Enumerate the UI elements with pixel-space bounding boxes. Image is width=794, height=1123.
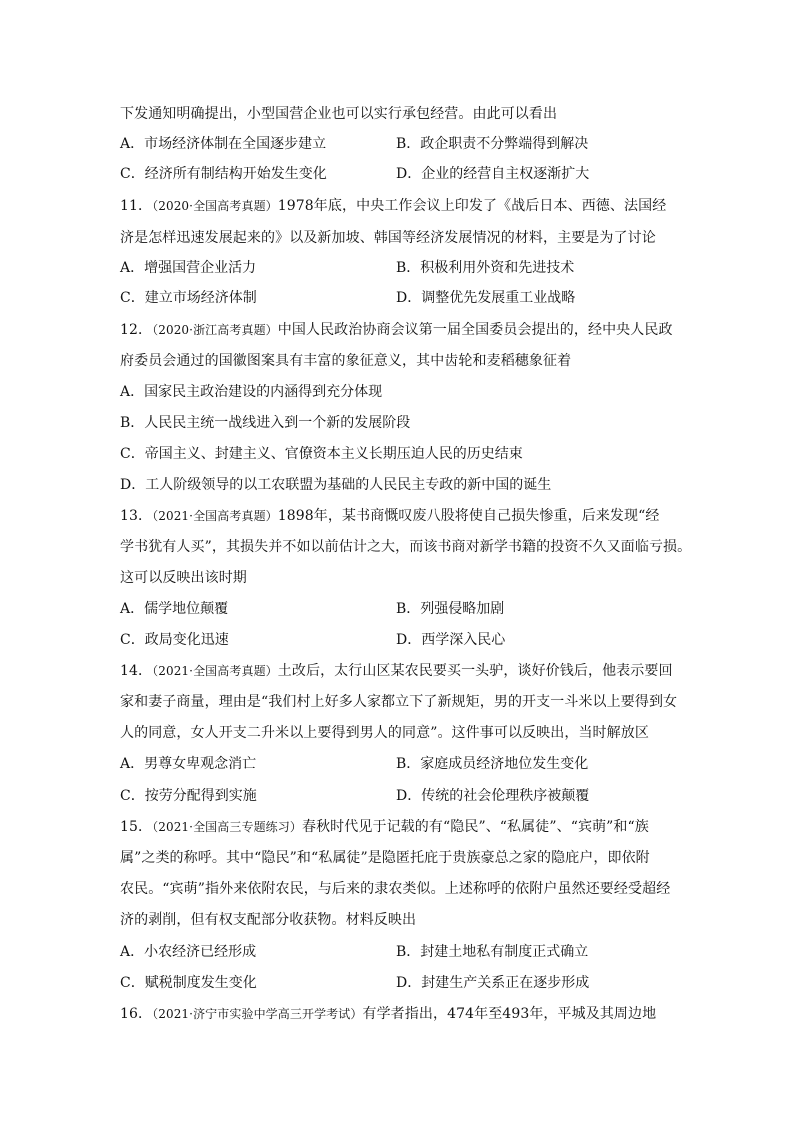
question-stem-line: 农民。“宾萌”指外来依附农民，与后来的隶农类似。上述称呼的依附户虽然还要经受超经	[120, 881, 671, 897]
question-stem-line: 家和妻子商量，理由是“我们村上好多人家都立下了新规矩，男的开支一斗米以上要得到女	[120, 694, 678, 710]
question-15-first-line	[120, 817, 680, 837]
question-source: （2020·全国高考真题）	[152, 199, 278, 213]
option-d: D．工人阶级领导的以工农联盟为基础的人民民主专政的新中国的诞生	[120, 477, 552, 493]
option-b: B．列强侵略加剧	[396, 601, 505, 617]
question-source: （2021·全国高考真题）	[152, 664, 278, 678]
question-stem: 春秋时代见于记载的有“隐民”、“私属徒”、“宾萌”和“族	[301, 819, 649, 835]
question-13-first-line	[120, 506, 680, 526]
option-b: B．积极利用外资和先进技术	[396, 260, 575, 276]
question-16-first-line	[120, 1004, 680, 1024]
question-11-first-line	[120, 196, 680, 216]
question-stem-line: 下发通知明确提出，小型国营企业也可以实行承包经营。由此可以看出	[120, 106, 558, 122]
question-source: （2021·全国高三专题练习）	[152, 820, 302, 834]
question-number: 11．	[120, 198, 153, 214]
option-d: D．封建生产关系正在逐步形成	[396, 975, 590, 991]
question-number: 15．	[120, 819, 153, 835]
question-stem: 中国人民政治协商会议第一届全国委员会提出的，经中央人民政	[277, 322, 673, 338]
option-b: B．封建土地私有制度正式确立	[396, 944, 589, 960]
question-stem: 有学者指出，474年至493年，平城及其周边地	[362, 1006, 657, 1022]
question-stem-line: 济是怎样迅速发展起来的》以及新加坡、韩国等经济发展情况的材料，主要是为了讨论	[120, 230, 656, 246]
question-number: 16．	[120, 1006, 153, 1022]
question-number: 13．	[120, 508, 153, 524]
option-d: D．传统的社会伦理秩序被颠覆	[396, 788, 590, 804]
question-source: （2020·浙江高考真题）	[152, 323, 278, 337]
option-b: B．人民民主统一战线进入到一个新的发展阶段	[120, 415, 411, 431]
question-stem-line: 济的剥削，但有权支配部分收获物。材料反映出	[120, 912, 417, 928]
option-d: D．西学深入民心	[396, 632, 506, 648]
question-source: （2021·济宁市实验中学高三开学考试）	[152, 1007, 363, 1021]
option-a: A．儒学地位颠覆	[120, 601, 229, 617]
question-stem-line: 这可以反映出该时期	[120, 570, 247, 586]
question-stem: 1978年底，中央工作会议上印发了《战后日本、西德、法国经	[277, 198, 667, 214]
option-c: C．经济所有制结构开始发生变化	[120, 166, 327, 182]
question-stem-line: 府委员会通过的国徽图案具有丰富的象征意义，其中齿轮和麦稻穗象征着	[120, 353, 572, 369]
question-number: 12．	[120, 322, 153, 338]
question-stem: 1898年，某书商慨叹废八股将使自己损失惨重，后来发现“经	[277, 508, 660, 524]
option-a: A．市场经济体制在全国逐步建立	[120, 136, 327, 152]
option-c: C．按劳分配得到实施	[120, 788, 257, 804]
question-stem-line: 属”之类的称呼。其中“隐民”和“私属徒”是隐匿托庇于贵族豪总之家的隐庇户，即依附	[120, 850, 650, 866]
option-d: D．企业的经营自主权逐渐扩大	[396, 166, 590, 182]
question-source: （2021·全国高考真题）	[152, 509, 278, 523]
option-d: D．调整优先发展重工业战略	[396, 290, 576, 306]
option-c: C．建立市场经济体制	[120, 290, 257, 306]
question-number: 14．	[120, 663, 153, 679]
question-stem-line: 人的同意，女人开支二升米以上要得到男人的同意”。这件事可以反映出，当时解放区	[120, 725, 649, 741]
question-14-first-line	[120, 661, 680, 681]
option-a: A．国家民主政治建设的内涵得到充分体现	[120, 384, 383, 400]
option-c: C．帝国主义、封建主义、官僚资本主义长期压迫人民的历史结束	[120, 446, 523, 462]
option-a: A．增强国营企业活力	[120, 260, 257, 276]
option-c: C．政局变化迅速	[120, 632, 229, 648]
option-b: B．政企职责不分弊端得到解决	[396, 136, 589, 152]
question-12-first-line	[120, 320, 680, 340]
question-stem: 土改后，太行山区某农民要买一头驴，谈好价钱后，他表示要回	[277, 663, 673, 679]
option-c: C．赋税制度发生变化	[120, 975, 257, 991]
option-b: B．家庭成员经济地位发生变化	[396, 756, 589, 772]
option-a: A．男尊女卑观念消亡	[120, 756, 257, 772]
question-stem-line: 学书犹有人买”，其损失并不如以前估计之大，而该书商对新学书籍的投资不久又面临亏损。	[120, 539, 692, 555]
option-a: A．小农经济已经形成	[120, 944, 257, 960]
